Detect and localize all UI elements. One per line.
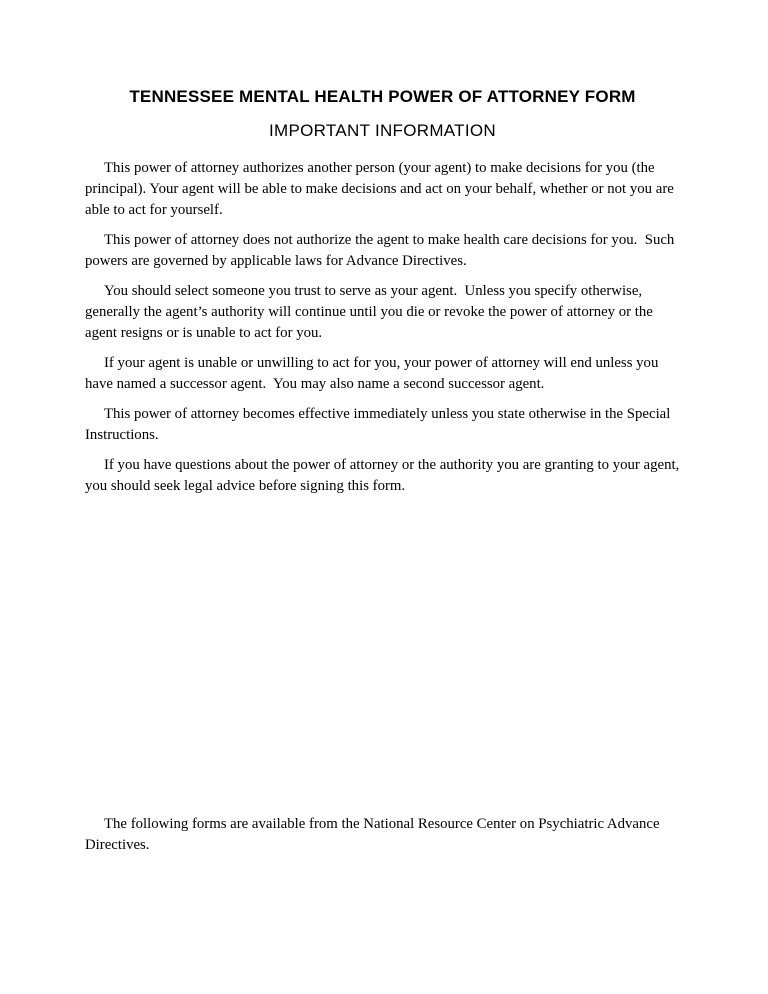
document-paragraph: If you have questions about the power of attorney or the authority you are granting to your agent, you should seek legal advice before signing this form. <box>85 456 683 494</box>
document-paragraph: If your agent is unable or unwilling to act for you, your power of attorney will end unless you have named a successor agent. You may also name a second successor agent. <box>85 354 663 392</box>
document-title: TENNESSEE MENTAL HEALTH POWER OF ATTORNEY FORM <box>129 87 636 106</box>
closing-paragraph: The following forms are available from the National Resource Center on Psychiatric Advance Directives. <box>85 816 664 853</box>
document-subtitle: IMPORTANT INFORMATION <box>269 121 496 141</box>
document-paragraph: This power of attorney becomes effective immediately unless you state otherwise in the Special Instructions. <box>85 405 675 443</box>
document-paragraph: This power of attorney authorizes another person (your agent) to make decisions for you (the principal). Your agent will be able to make decisions and act on your behalf, whether or not you are able to act for yourself. <box>85 159 678 218</box>
document-body <box>85 158 683 497</box>
document-paragraph: You should select someone you trust to serve as your agent. Unless you specify otherwise, generally the agent’s authority will continue until you die or revoke the power of attorney or the agent resigns or is unable to act for you. <box>85 282 657 341</box>
document-paragraph: This power of attorney does not authorize the agent to make health care decisions for you. Such powers are governed by applicable laws for Advance Directives. <box>85 231 679 269</box>
